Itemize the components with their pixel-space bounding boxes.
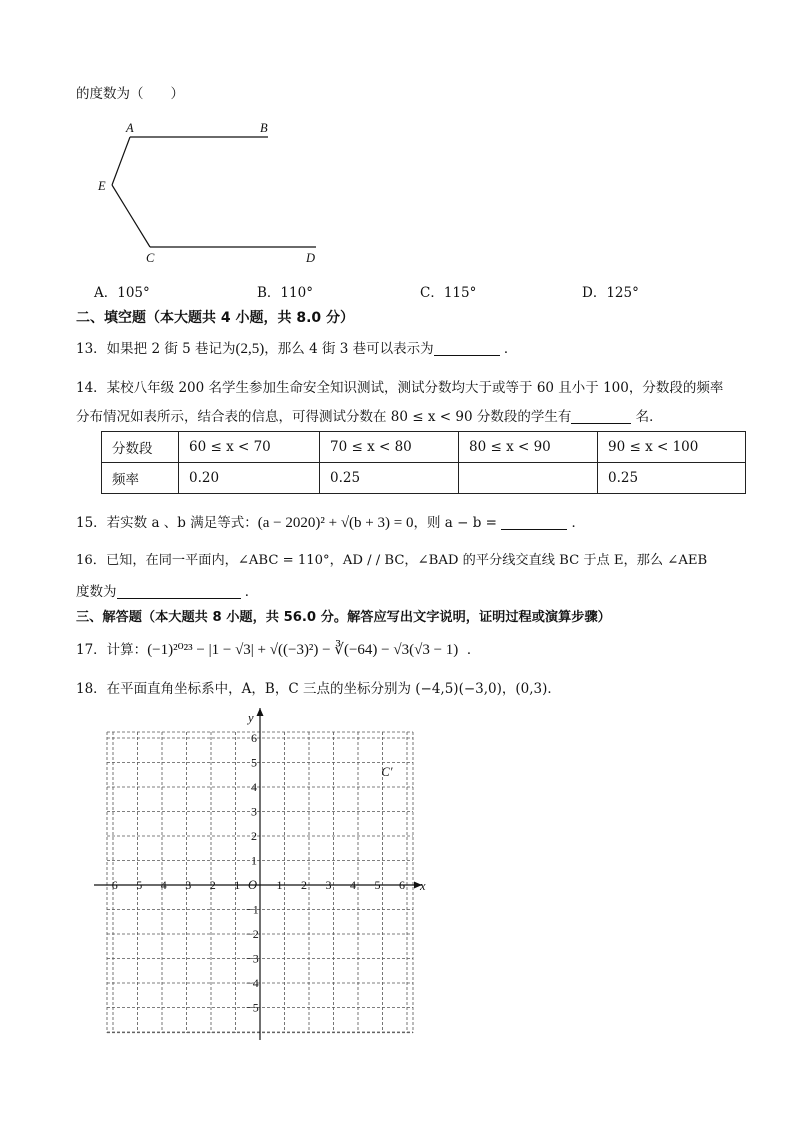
frequency-table: [101, 431, 746, 494]
y-tick-label: 5: [251, 755, 257, 770]
table-cell: 频率: [102, 463, 179, 494]
table-header-row: [102, 432, 746, 463]
y-tick-label: −4: [246, 976, 259, 990]
y-tick-label: −5: [246, 1000, 259, 1015]
y-tick-label: 4: [251, 780, 257, 794]
x-tick-label: −5: [129, 878, 143, 892]
y-tick-label: 2: [251, 829, 257, 843]
x-tick-label: 6: [399, 878, 405, 892]
q12-angle-figure: [90, 115, 330, 265]
q16-end: ．: [244, 584, 259, 600]
q14-line2-end: 名．: [635, 409, 663, 425]
x-tick-label: 1: [276, 878, 283, 892]
q15-text: 15．若实数 a 、b 满足等式：: [76, 515, 258, 531]
table-cell: 60 ≤ x < 70: [179, 432, 320, 463]
q15-text-mid: ，则 a − b =: [413, 515, 497, 531]
y-tick-label: 6: [251, 731, 257, 745]
label-e: E: [98, 179, 106, 193]
q17: [76, 638, 480, 659]
table-cell: 80 ≤ x < 90: [459, 432, 598, 463]
y-axis-label: y: [248, 711, 254, 725]
point-c-prime-label: C′: [381, 764, 393, 779]
segment-ec: [112, 185, 150, 247]
q16-line2: [76, 580, 258, 600]
y-axis-arrow: [257, 708, 264, 716]
segment-ae: [112, 137, 130, 185]
label-c: C: [146, 251, 155, 265]
q15: [76, 511, 585, 532]
x-tick-label: 5: [374, 878, 381, 892]
x-tick-label: −2: [203, 878, 216, 892]
section2-title: 二、填空题（本大题共 4 小题，共 8.0 分）: [76, 310, 355, 326]
x-tick-label: −1: [227, 878, 241, 892]
y-tick-label: −3: [246, 951, 259, 966]
q14-answer-blank[interactable]: [571, 409, 631, 424]
option-a: A．105°: [94, 285, 150, 301]
table-cell: 0.20: [179, 463, 320, 494]
q16-answer-blank[interactable]: [117, 584, 241, 599]
q13: [76, 337, 517, 358]
label-d: D: [306, 251, 316, 265]
table-cell: 0.25: [320, 463, 459, 494]
q17-end: ．: [466, 642, 481, 658]
coordinate-grid: [90, 700, 435, 1045]
origin-label: O: [248, 878, 258, 892]
section3-title: 三、解答题（本大题共 8 小题，共 56.0 分。解答应写出文字说明，证明过程或演算步骤）: [76, 610, 611, 625]
q15-equation: (a − 2020)² + √(b + 3) = 0: [257, 515, 414, 531]
q13-end: ．: [503, 341, 518, 357]
q12-stem-tail: 的度数为（ ）: [76, 86, 184, 102]
option-c: C．115°: [420, 285, 477, 301]
y-tick-label: 1: [251, 853, 257, 868]
y-tick-label: −1: [246, 902, 259, 917]
q16-line1: 16．已知，在同一平面内，∠ABC = 110°，AD / / BC，∠BAD 的平分线交直线 BC 于点 E，那么 ∠AEB: [76, 553, 708, 568]
q17-expression: (−1)²⁰²³ − |1 − √3| + √((−3)²) − ∛(−64) − √3(√3 − 1): [147, 642, 459, 658]
label-b: B: [260, 121, 268, 135]
q15-end: ．: [571, 515, 586, 531]
x-tick-label: 4: [350, 878, 356, 892]
table-cell: 0.25: [598, 463, 746, 494]
q16-line2-text: 度数为: [76, 584, 117, 600]
table-cell: 分数段: [102, 432, 179, 463]
q14-line2-text: 分布情况如表所示，结合表的信息，可得测试分数在 80 ≤ x < 90 分数段的学生有: [76, 409, 572, 425]
q13-text-mid: ，那么 4 街 3 巷可以表示为: [264, 341, 434, 357]
table-row: [102, 463, 746, 494]
option-b: B．110°: [257, 285, 313, 301]
label-a: A: [126, 121, 134, 135]
option-d: D．125°: [582, 285, 639, 301]
q15-answer-blank[interactable]: [501, 515, 567, 530]
table-cell: 90 ≤ x < 100: [598, 432, 746, 463]
q18-text: 18．在平面直角坐标系中，A，B，C 三点的坐标分别为 (−4,5)(−3,0)，(0,3)．: [76, 681, 561, 697]
table-cell: 70 ≤ x < 80: [320, 432, 459, 463]
q13-text: 13．如果把 2 街 5 巷记为: [76, 341, 236, 357]
y-tick-label: 3: [251, 804, 257, 819]
x-tick-label: −4: [154, 878, 167, 892]
x-tick-label: −3: [178, 878, 192, 892]
q13-coord: (2,5): [235, 341, 265, 357]
q14-line2: [76, 405, 663, 425]
q14-line1: 14．某校八年级 200 名学生参加生命安全知识测试，测试分数均大于或等于 60 且小于 100，分数段的频率: [76, 380, 724, 396]
table-cell-empty: [459, 463, 598, 494]
y-tick-label: −2: [246, 927, 259, 941]
q17-label: 17．计算：: [76, 642, 148, 658]
x-tick-label: −6: [105, 878, 118, 892]
q13-answer-blank[interactable]: [434, 341, 500, 356]
x-tick-label: 2: [301, 878, 307, 892]
x-axis-label: x: [420, 879, 426, 893]
x-tick-label: 3: [325, 878, 332, 892]
